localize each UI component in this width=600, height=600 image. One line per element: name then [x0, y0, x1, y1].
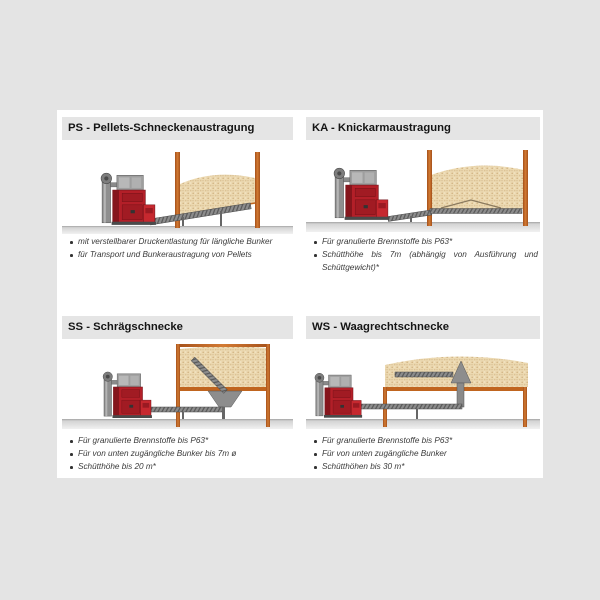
ps-feed-diagram — [62, 142, 293, 234]
list-item — [308, 448, 538, 461]
floor — [306, 419, 540, 429]
list-item — [64, 249, 293, 262]
bullet-icon — [70, 254, 73, 257]
panel-ka — [306, 117, 540, 287]
conveyor-support — [410, 216, 412, 222]
panel-ps — [62, 117, 293, 287]
conveyor-support — [220, 211, 222, 226]
boiler-icon — [103, 372, 152, 418]
hopper — [208, 391, 242, 407]
drop-pipe — [457, 383, 464, 407]
conveyor-support — [182, 217, 184, 226]
conveyor-support — [222, 407, 225, 419]
bullet-icon — [314, 241, 317, 244]
pellet-pile — [431, 166, 524, 209]
screw-conveyor — [358, 404, 462, 409]
feature-list — [64, 236, 293, 262]
bullet-icon — [70, 241, 73, 244]
panel-title: KA - Knickarmaustragung — [306, 117, 540, 140]
ws-feed-diagram — [306, 341, 540, 432]
screw-conveyor — [151, 407, 223, 412]
floor — [306, 222, 540, 232]
bullet-icon — [70, 440, 73, 443]
bullet-text: Schütthöhe bis 20 m* — [78, 462, 156, 472]
bunker-post-right — [523, 387, 527, 427]
feature-list — [308, 435, 538, 475]
bullet-icon — [314, 466, 317, 469]
boiler-icon — [334, 168, 389, 220]
feature-list — [308, 236, 538, 275]
boiler-icon — [315, 373, 362, 417]
boiler-icon — [101, 173, 156, 225]
bunker-post-left — [176, 344, 180, 427]
bunker-beam-top — [176, 344, 270, 347]
bullet-text: für Transport und Bunkeraustragung von Pellets — [78, 250, 252, 260]
bunker-beam — [383, 387, 527, 391]
screw-conveyor — [430, 209, 522, 214]
bullet-icon — [70, 466, 73, 469]
bullet-text: Für granulierte Brennstoffe bis P63* — [322, 237, 453, 246]
bunker-post-right — [255, 152, 260, 228]
bullet-icon — [314, 453, 317, 456]
conveyor-support — [416, 409, 418, 419]
screw-conveyor-incline — [388, 210, 432, 222]
panel-title: WS - Waagrechtschnecke — [306, 316, 540, 339]
list-item — [64, 461, 293, 474]
list-item — [64, 448, 293, 461]
ka-feed-diagram — [306, 142, 540, 234]
bullet-text: Für von unten zugängliche Bunker — [322, 449, 447, 459]
conveyor-support — [182, 412, 184, 419]
bullet-text: mit verstellbarer Druckentlastung für längliche Bunker — [78, 237, 273, 246]
feature-list — [64, 435, 293, 475]
list-item — [308, 461, 538, 474]
bullet-icon — [70, 453, 73, 456]
bullet-text: Für von unten zugängliche Bunker bis 7m ø — [78, 449, 237, 459]
pellet-pile — [180, 346, 266, 387]
bullet-icon — [314, 440, 317, 443]
list-item — [308, 236, 538, 249]
panel-ss — [62, 316, 293, 476]
list-item — [64, 236, 293, 249]
list-item — [64, 435, 293, 448]
list-item — [308, 249, 538, 274]
panel-ws — [306, 316, 540, 476]
bullet-text: Schütthöhe bis 7m (abhängig von Ausführung und Schüttgewicht)* — [322, 250, 538, 272]
ss-feed-diagram — [62, 341, 293, 432]
horizontal-screw — [395, 372, 453, 377]
bullet-text: Für granulierte Brennstoffe bis P63* — [78, 436, 209, 445]
bullet-text: Schütthöhen bis 30 m* — [322, 462, 405, 472]
bunker-post-right — [523, 150, 528, 226]
list-item — [308, 435, 538, 448]
bunker-post-right — [266, 344, 270, 427]
bullet-icon — [314, 254, 317, 257]
bullet-text: Für granulierte Brennstoffe bis P63* — [322, 436, 453, 445]
panel-title: PS - Pellets-Schneckenaustragung — [62, 117, 293, 140]
panel-title: SS - Schrägschnecke — [62, 316, 293, 339]
